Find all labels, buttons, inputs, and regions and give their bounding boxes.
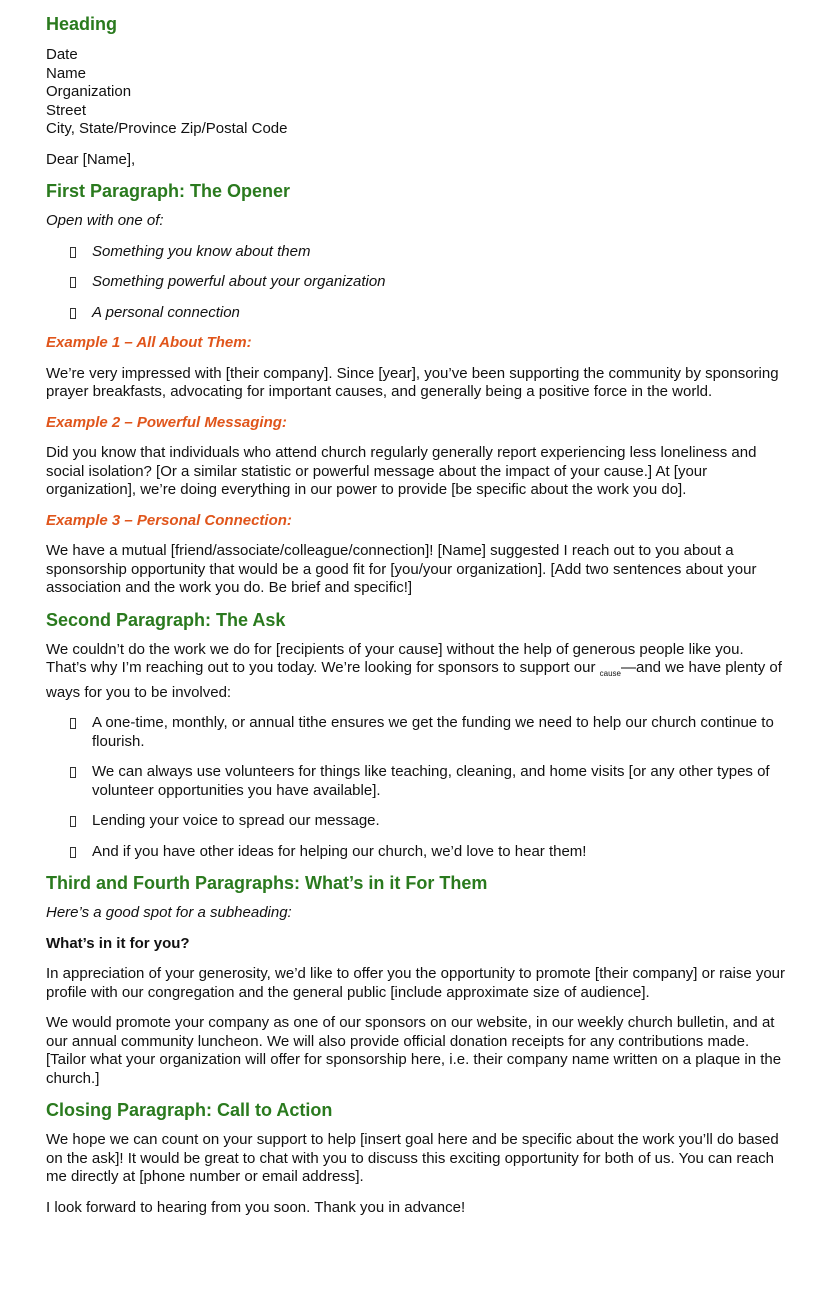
salutation: Dear [Name], bbox=[46, 150, 136, 168]
list-item: And if you have other ideas for helping our church, we’d love to hear them! bbox=[46, 843, 787, 862]
list-item: Something you know about them bbox=[46, 243, 787, 262]
cause-subscript: cause bbox=[599, 669, 621, 678]
third-paragraph-title: Third and Fourth Paragraphs: What’s in it For Them bbox=[46, 873, 488, 893]
address-organization: Organization bbox=[46, 83, 132, 100]
subheading-hint: Here’s a good spot for a subheading: bbox=[46, 904, 292, 921]
first-paragraph-title: First Paragraph: The Opener bbox=[46, 181, 291, 201]
second-bullet-list bbox=[46, 714, 787, 861]
address-date: Date bbox=[46, 46, 78, 63]
checkbox-bullet-icon bbox=[70, 277, 76, 288]
closing-paragraph-title: Closing Paragraph: Call to Action bbox=[46, 1100, 333, 1120]
address-street: Street bbox=[46, 101, 87, 119]
address-city: City, State/Province Zip/Postal Code bbox=[46, 120, 288, 137]
example-3-label: Example 3 – Personal Connection: bbox=[46, 511, 292, 529]
list-item: Lending your voice to spread our message. bbox=[46, 812, 787, 831]
example-3-text: We have a mutual [friend/associate/colleague/connection]! [Name] suggested I reach out to you about a sponsorship opportunity that would be a good fit for [you/your organization]. [Add two sentences about your association and the work you do. Be brief and specific!] bbox=[46, 542, 757, 596]
closing-paragraph-text: We hope we can count on your support to help [insert goal here and be specific about the work you’ll do based on the ask]! It would be great to chat with you to discuss this exciting opportunity for both of us. You can reach me directly at [phone number or email address]. bbox=[46, 1131, 779, 1185]
first-bullet-list bbox=[46, 243, 787, 323]
checkbox-bullet-icon bbox=[70, 816, 76, 827]
second-paragraph-text: We couldn’t do the work we do for [recipients of your cause] without the help of generous people like you. That’s why I’m reaching out to you today. We’re looking for sponsors to support our $_{cause}$—and we have plenty of ways for you to be involved: bbox=[46, 640, 782, 701]
subheading: What’s in it for you? bbox=[46, 934, 190, 952]
checkbox-bullet-icon bbox=[70, 718, 76, 729]
example-2-label: Example 2 – Powerful Messaging: bbox=[46, 413, 287, 431]
list-item: Something powerful about your organization bbox=[46, 273, 787, 292]
second-paragraph-title: Second Paragraph: The Ask bbox=[46, 609, 286, 630]
list-item: A one-time, monthly, or annual tithe ensures we get the funding we need to help our church continue to flourish. bbox=[46, 714, 787, 751]
checkbox-bullet-icon bbox=[70, 847, 76, 858]
example-1-label: Example 1 – All About Them: bbox=[46, 334, 252, 351]
checkbox-bullet-icon bbox=[70, 247, 76, 258]
example-1-text: We’re very impressed with [their company]. Since [year], you’ve been supporting the community by sponsoring prayer breakfasts, advocating for important causes, and generally being a positive force in the world. bbox=[46, 364, 779, 400]
third-paragraph-text: In appreciation of your generosity, we’d like to offer you the opportunity to promote [their company] or raise your profile with our congregation and the general public [include approximate size of audience]. bbox=[46, 965, 786, 1001]
address-block bbox=[46, 46, 787, 139]
checkbox-bullet-icon bbox=[70, 767, 76, 778]
list-item: We can always use volunteers for things like teaching, cleaning, and home visits [or any other types of volunteer opportunities you have available]. bbox=[46, 763, 787, 800]
heading-title: Heading bbox=[46, 14, 118, 34]
address-name: Name bbox=[46, 64, 87, 82]
checkbox-bullet-icon bbox=[70, 308, 76, 319]
list-item: A personal connection bbox=[46, 304, 787, 323]
first-intro: Open with one of: bbox=[46, 212, 164, 229]
example-2-text: Did you know that individuals who attend church regularly generally report experiencing less loneliness and social isolation? [Or a similar statistic or powerful message about the impact of your cause.] At [your organization], we’re doing everything in our power to provide [be specific about the work you do]. bbox=[46, 444, 757, 498]
closing-signoff-text: I look forward to hearing from you soon. Thank you in advance! bbox=[46, 1198, 466, 1216]
fourth-paragraph-text: We would promote your company as one of our sponsors on our website, in our weekly church bulletin, and at our annual community luncheon. We will also provide official donation receipts for any contributions made. [Tailor what your organization will offer for sponsorship here, i.e. their company name written on a plaque in the church.] bbox=[46, 1014, 782, 1087]
